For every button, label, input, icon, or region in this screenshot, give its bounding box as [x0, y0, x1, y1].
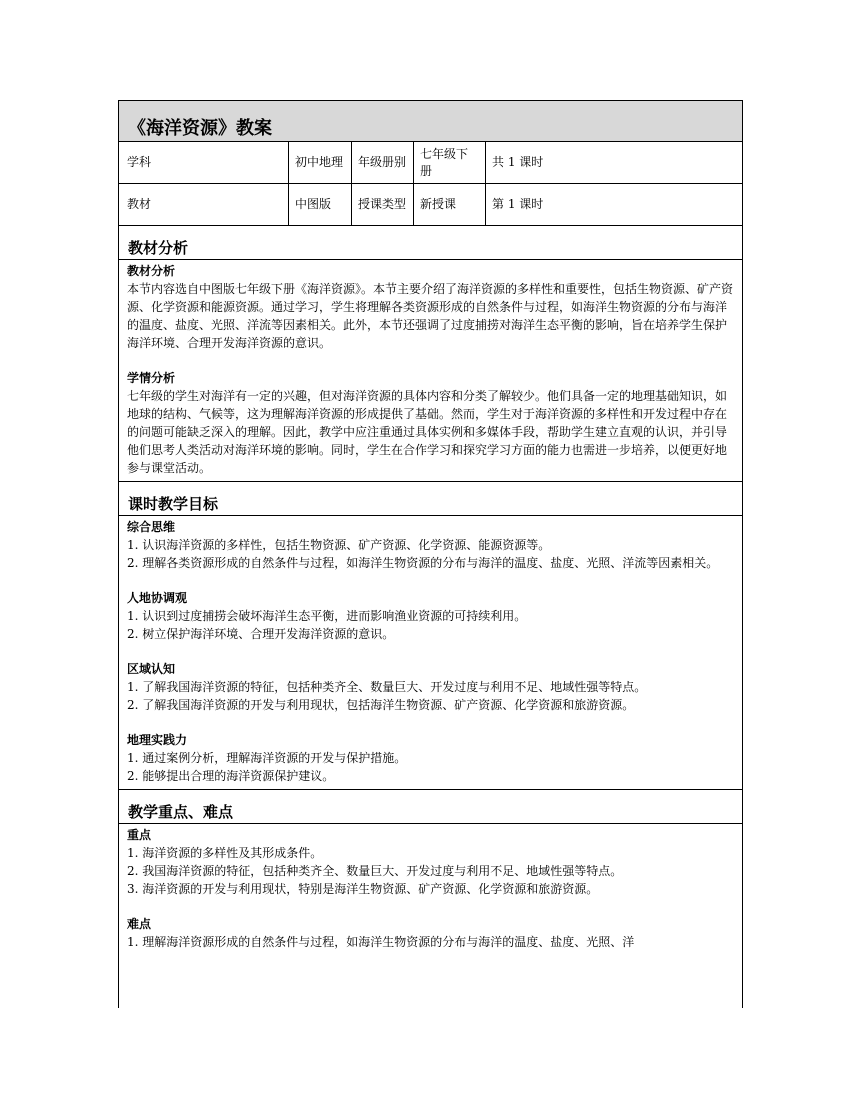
subsection-title: 难点: [127, 917, 152, 931]
list-item: 3. 海洋资源的开发与利用现状，特别是海洋生物资源、矿产资源、化学资源和旅游资源。: [127, 882, 599, 896]
keypoints-section-body: [119, 824, 742, 955]
document-title: 《海洋资源》教案: [128, 118, 272, 139]
lesson-plan-document: [118, 100, 743, 1008]
section-title: 教学重点、难点: [128, 803, 234, 821]
section-title: 课时教学目标: [128, 495, 219, 513]
info-cell: 授课类型: [352, 184, 414, 225]
objectives-section-body: [119, 516, 742, 790]
info-cell: 第 1 课时: [492, 197, 544, 211]
subsection-title: 区域认知: [127, 662, 176, 676]
info-cell: 新授课: [414, 184, 486, 225]
list-item: 2. 树立保护海洋环境、合理开发海洋资源的意识。: [127, 627, 395, 641]
info-row-subject: [119, 142, 742, 184]
list-item: 1. 海洋资源的多样性及其形成条件。: [127, 846, 323, 860]
info-cell: 教材: [119, 184, 289, 225]
subsection-title: 重点: [127, 828, 152, 842]
list-item: 2. 能够提出合理的海洋资源保护建议。: [127, 769, 335, 783]
subsection-title: 综合思维: [127, 520, 176, 534]
list-item: 1. 理解海洋资源形成的自然条件与过程，如海洋生物资源的分布与海洋的温度、盐度、光照、洋: [127, 935, 635, 949]
info-cell: 共 1 课时: [492, 155, 544, 169]
subsection-title: 教材分析: [127, 264, 176, 278]
info-row-textbook: [119, 184, 742, 226]
analysis-section-header: [119, 226, 742, 260]
list-item: 1. 通过案例分析，理解海洋资源的开发与保护措施。: [127, 751, 407, 765]
objectives-section-header: [119, 482, 742, 516]
info-cell: 年级册别: [352, 142, 414, 183]
list-item: 2. 我国海洋资源的特征，包括种类齐全、数量巨大、开发过度与利用不足、地域性强等特点。: [127, 864, 623, 878]
keypoints-section-header: [119, 790, 742, 824]
subsection-title: 学情分析: [127, 371, 176, 385]
section-title: 教材分析: [128, 239, 189, 257]
list-item: 1. 了解我国海洋资源的特征，包括种类齐全、数量巨大、开发过度与利用不足、地域性强等特点。: [127, 680, 647, 694]
paragraph: 七年级的学生对海洋有一定的兴趣，但对海洋资源的具体内容和分类了解较少。他们具备一定的地理基础知识，如地球的结构、气候等，这为理解海洋资源的形成提供了基础。然而，学生对于海洋资源的多样性和开发过程中存在的问题可能缺乏深入的理解。因此，教学中应注重通过具体实例和多媒体手段，帮助学生建立直观的认识，并引导他们思考人类活动对海洋环境的影响。同时，学生在合作学习和探究学习方面的能力也需进一步培养，以便更好地参与课堂活动。: [127, 389, 728, 475]
info-cell: 学科: [119, 142, 289, 183]
list-item: 2. 理解各类资源形成的自然条件与过程，如海洋生物资源的分布与海洋的温度、盐度、光照、洋流等因素相关。: [127, 556, 719, 570]
list-item: 1. 认识海洋资源的多样性，包括生物资源、矿产资源、化学资源、能源资源等。: [127, 538, 551, 552]
subsection-title: 人地协调观: [127, 591, 188, 605]
info-cell: 七年级下册: [414, 142, 486, 183]
paragraph: 本节内容选自中图版七年级下册《海洋资源》。本节主要介绍了海洋资源的多样性和重要性，包括生物资源、矿产资源、化学资源和能源资源。通过学习，学生将理解各类资源形成的自然条件与过程，如海洋生物资源的分布与海洋的温度、盐度、光照、洋流等因素相关。此外，本节还强调了过度捕捞对海洋生态平衡的影响，旨在培养学生保护海洋环境、合理开发海洋资源的意识。: [127, 282, 734, 350]
title-row: [119, 101, 742, 142]
subsection-title: 地理实践力: [127, 733, 188, 747]
info-cell: 中图版: [289, 184, 352, 225]
analysis-section-body: [119, 260, 742, 482]
list-item: 1. 认识到过度捕捞会破坏海洋生态平衡，进而影响渔业资源的可持续利用。: [127, 609, 527, 623]
info-cell: 初中地理: [289, 142, 352, 183]
list-item: 2. 了解我国海洋资源的开发与利用现状，包括海洋生物资源、矿产资源、化学资源和旅游资源。: [127, 698, 635, 712]
